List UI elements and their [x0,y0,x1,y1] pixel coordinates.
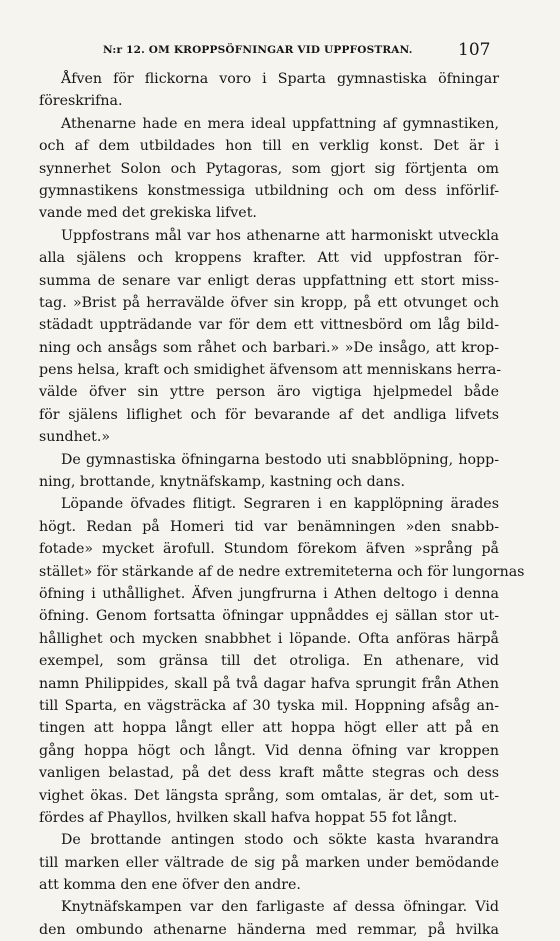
text-line: att komma den ene öfver den andre. [39,877,301,894]
text-line: städadt uppträdande var för dem ett vittnesbörd om låg bild- [39,317,499,334]
running-title: N:r 12. OM KROPPSÖFNINGAR VID UPPFOSTRAN. [103,44,413,56]
text-line: och af dem utbildades hon till en verklig konst. Det är i [39,138,499,155]
text-line: Athenarne hade en mera ideal uppfattning af gymnastiken, [61,115,499,132]
text-line: stället» för stärkande af de nedre extremiteterna och för lungornas [39,563,525,580]
page-header [0,40,560,60]
text-line: Knytnäfskampen var den farligaste af dessa öfningar. Vid [61,899,499,916]
text-line: pens helsa, kraft och smidighet äfvensom att menniskans herra- [39,362,502,379]
text-line: tag. »Brist på herravälde öfver sin kropp, på ett otvunget och [39,294,499,311]
body-text [39,68,525,941]
text-line: föreskrifna. [39,93,123,110]
text-line: välde öfver sin yttre person äro vigtiga hjelpmedel både [39,384,499,401]
text-line: Uppfostrans mål var hos athenarne att harmoniskt utveckla [61,227,499,244]
text-line: Löpande öfvades flitigt. Segraren i en kapplöpning ärades [61,496,499,513]
text-line: tingen att hoppa långt eller att hoppa högt eller att på en [39,720,499,737]
page-number: 107 [458,40,491,60]
text-line: vighet ökas. Det längsta språng, som omtalas, är det, som ut- [39,787,499,804]
text-line: namn Philippides, skall på två dagar hafva sprungit från Athen [39,675,499,692]
text-line: fotade» mycket ärofull. Stundom förekom äfven »språng på [39,541,499,558]
text-line: sundhet.» [39,429,111,446]
text-line: gymnastikens konstmessiga utbildning och om dess införlif- [39,182,499,199]
text-line: till Sparta, en vägsträcka af 30 tyska mil. Hoppning afsåg an- [39,697,499,714]
text-line: summa de senare var enligt deras uppfattning ett stort miss- [39,272,499,289]
text-line: för själens liflighet och för bevarande af det andliga lifvets [39,406,499,423]
text-line: Åfven för flickorna voro i Sparta gymnastiska öfningar [61,71,499,87]
text-line: öfning i uthållighet. Äfven jungfrurna i Athen deltogo i denna [39,585,499,602]
text-line: synnerhet Solon och Pytagoras, som gjort sig förtjenta om [39,160,499,177]
text-line: högt. Redan på Homeri tid var benämningen »den snabb- [39,518,499,535]
text-line: fördes af Phayllos, hvilken skall hafva hoppat 55 fot långt. [39,809,458,826]
text-line: hållighet och mycken snabbhet i löpande. Ofta anföras härpå [39,630,499,647]
text-line: ning och ansågs som råhet och barbari.» »De insågo, att krop- [39,339,499,356]
text-line: den ombundo athenarne händerna med remmar, på hvilka [39,921,499,938]
text-line: alla själens och kroppens krafter. Att vid uppfostran för- [39,250,499,267]
text-line: vande med det grekiska lifvet. [39,205,257,222]
text-line: exempel, som gränsa till det otroliga. En athenare, vid [39,653,499,670]
text-line: gång hoppa högt och långt. Vid denna öfning var kroppen [39,742,499,759]
text-line: vanligen belastad, på det dess kraft måtte stegras och dess [39,765,499,782]
text-line: öfning. Genom fortsatta öfningar uppnåddes ej sällan stor ut- [39,608,499,625]
text-line: ning, brottande, knytnäfskamp, kastning och dans. [39,474,406,491]
text-line: till marken eller vältrade de sig på marken under bemödande [39,854,499,871]
text-line: De gymnastiska öfningarna bestodo uti snabblöpning, hopp- [61,451,499,468]
text-line: De brottande antingen stodo och sökte kasta hvarandra [61,832,499,849]
